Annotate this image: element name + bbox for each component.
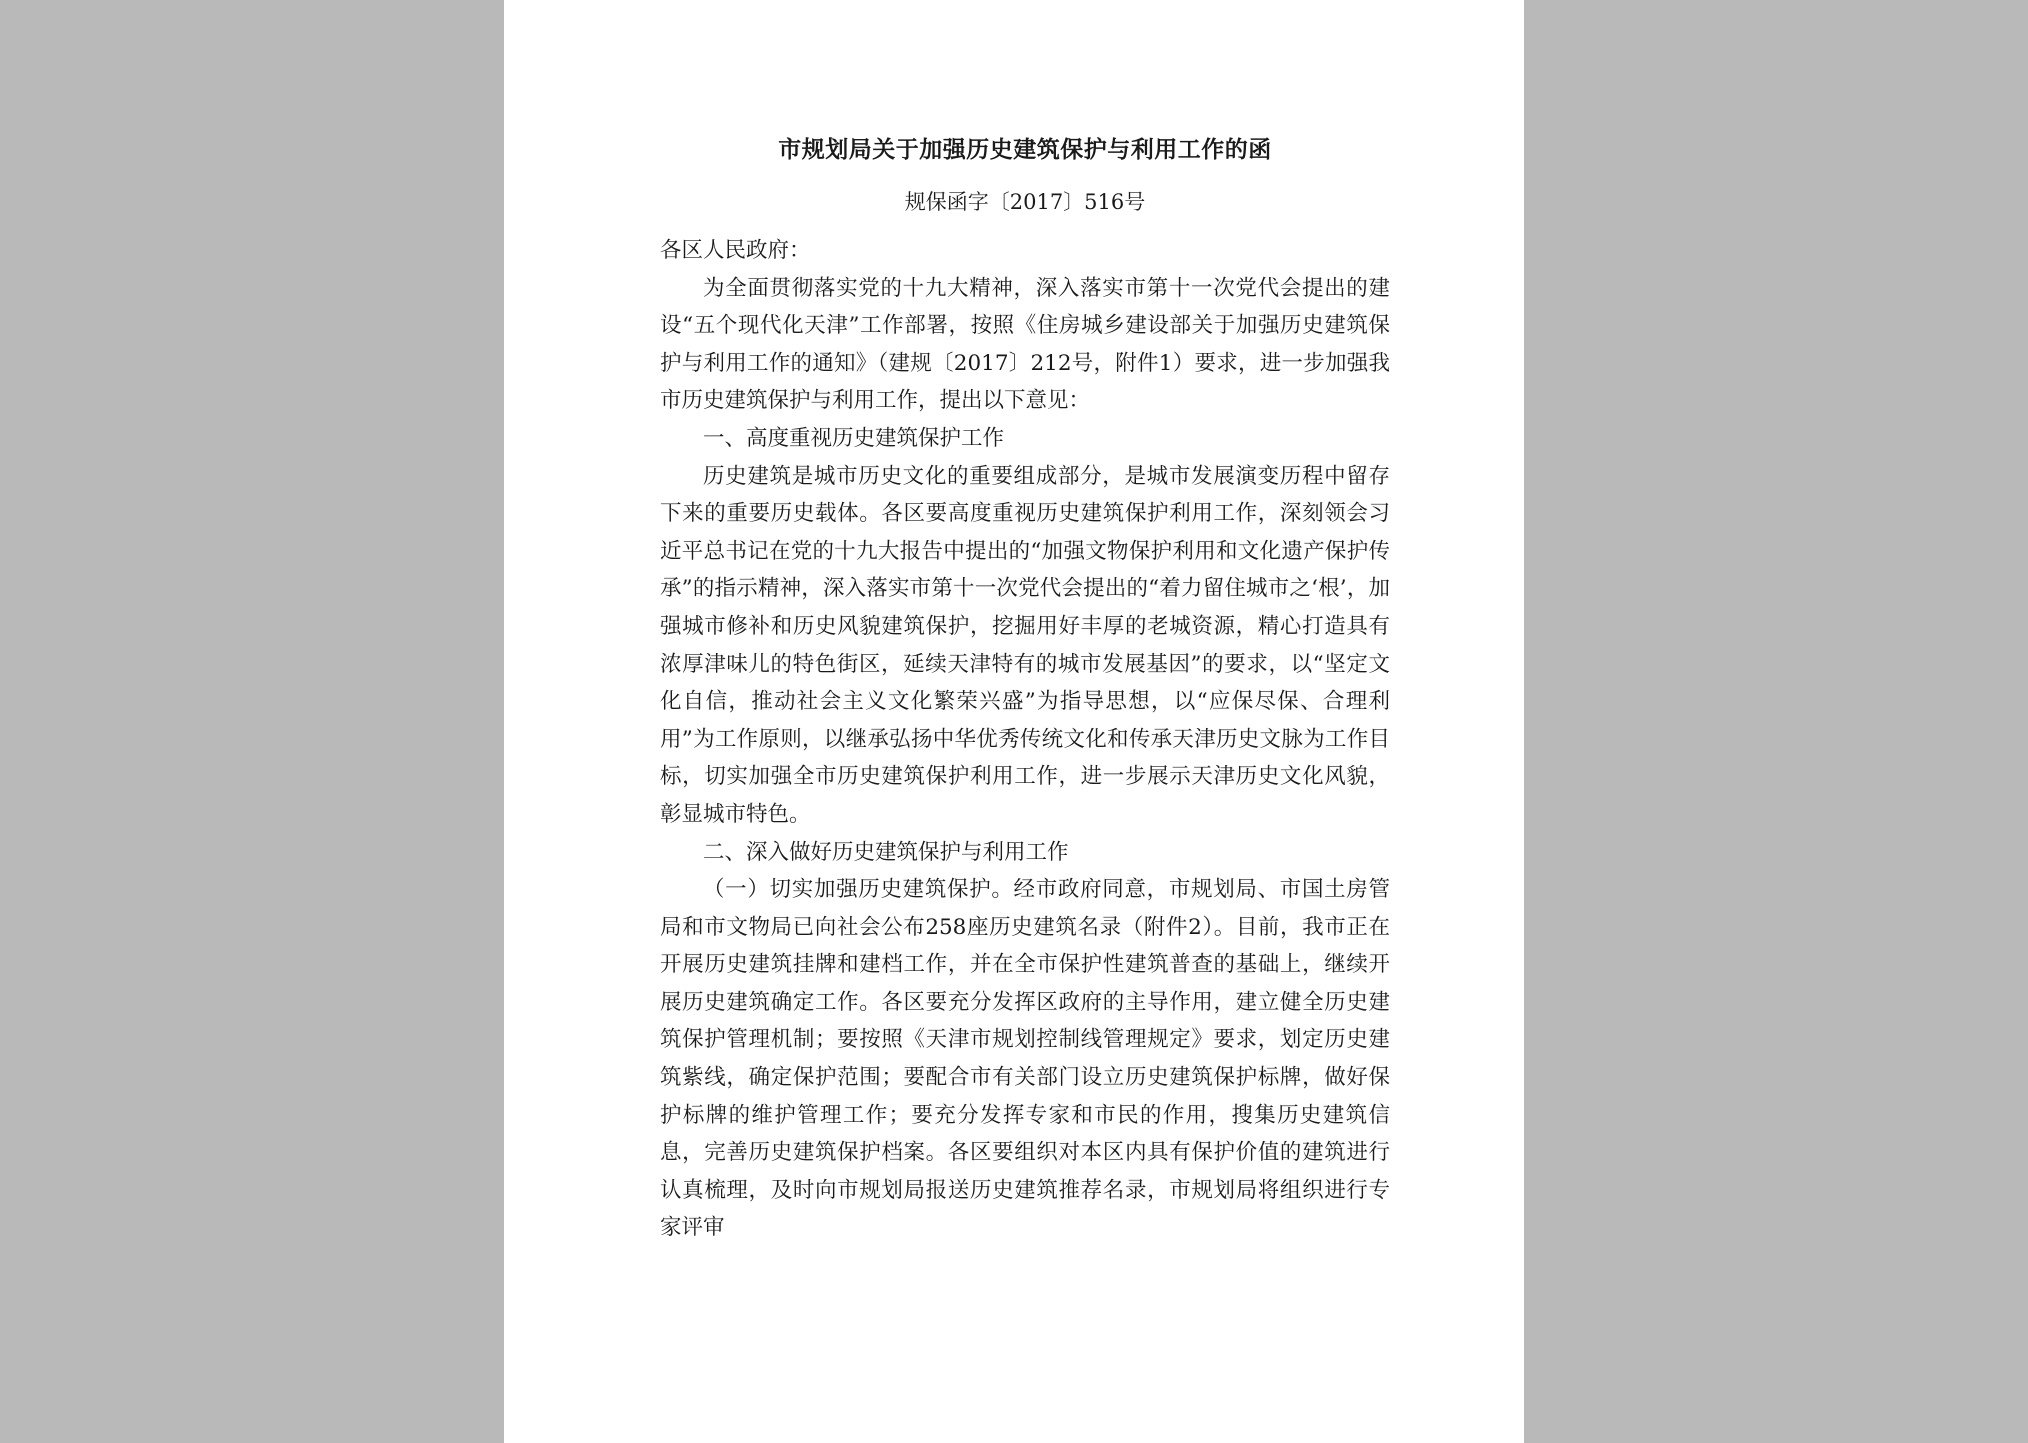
document-body [660, 232, 1390, 1247]
document-content [660, 132, 1390, 1247]
document-title: 市规划局关于加强历史建筑保护与利用工作的函 [778, 136, 1272, 163]
salutation: 各区人民政府： [660, 238, 811, 263]
section-2-heading: 二、深入做好历史建筑保护与利用工作 [703, 839, 1069, 865]
section-2-paragraph: （一）切实加强历史建筑保护。经市政府同意，市规划局、市国土房管局和市文物局已向社会公布258座历史建筑名录（附件2）。目前，我市正在开展历史建筑挂牌和建档工作，并在全市保护性建筑普查的基础上，继续开展历史建筑确定工作。各区要充分发挥区政府的主导作用，建立健全历史建筑保护管理机制；要按照《天津市规划控制线管理规定》要求，划定历史建筑紫线，确定保护范围；要配合市有关部门设立历史建筑保护标牌，做好保护标牌的维护管理工作；要充分发挥专家和市民的作用，搜集历史建筑信息，完善历史建筑保护档案。各区要组织对本区内具有保护价值的建筑进行认真梳理，及时向市规划局报送历史建筑推荐名录，市规划局将组织进行专家评审 [660, 877, 1390, 1241]
document-number: 规保函字〔2017〕516号 [904, 190, 1146, 214]
document-page [504, 0, 1524, 1443]
intro-paragraph: 为全面贯彻落实党的十九大精神，深入落实市第十一次党代会提出的建设“五个现代化天津”工作部署，按照《住房城乡建设部关于加强历史建筑保护与利用工作的通知》（建规〔2017〕212号，附件1）要求，进一步加强我市历史建筑保护与利用工作，提出以下意见： [660, 275, 1390, 414]
section-1-paragraph: 历史建筑是城市历史文化的重要组成部分，是城市发展演变历程中留存下来的重要历史载体。各区要高度重视历史建筑保护利用工作，深刻领会习近平总书记在党的十九大报告中提出的“加强文物保护利用和文化遗产保护传承”的指示精神，深入落实市第十一次党代会提出的“着力留住城市之‘根’，加强城市修补和历史风貌建筑保护，挖掘用好丰厚的老城资源，精心打造具有浓厚津味儿的特色街区，延续天津特有的城市发展基因”的要求，以“坚定文化自信，推动社会主义文化繁荣兴盛”为指导思想，以“应保尽保、合理利用”为工作原则，以继承弘扬中华优秀传统文化和传承天津历史文脉为工作目标，切实加强全市历史建筑保护利用工作，进一步展示天津历史文化风貌，彰显城市特色。 [660, 463, 1390, 827]
section-1-heading: 一、高度重视历史建筑保护工作 [703, 425, 1005, 451]
